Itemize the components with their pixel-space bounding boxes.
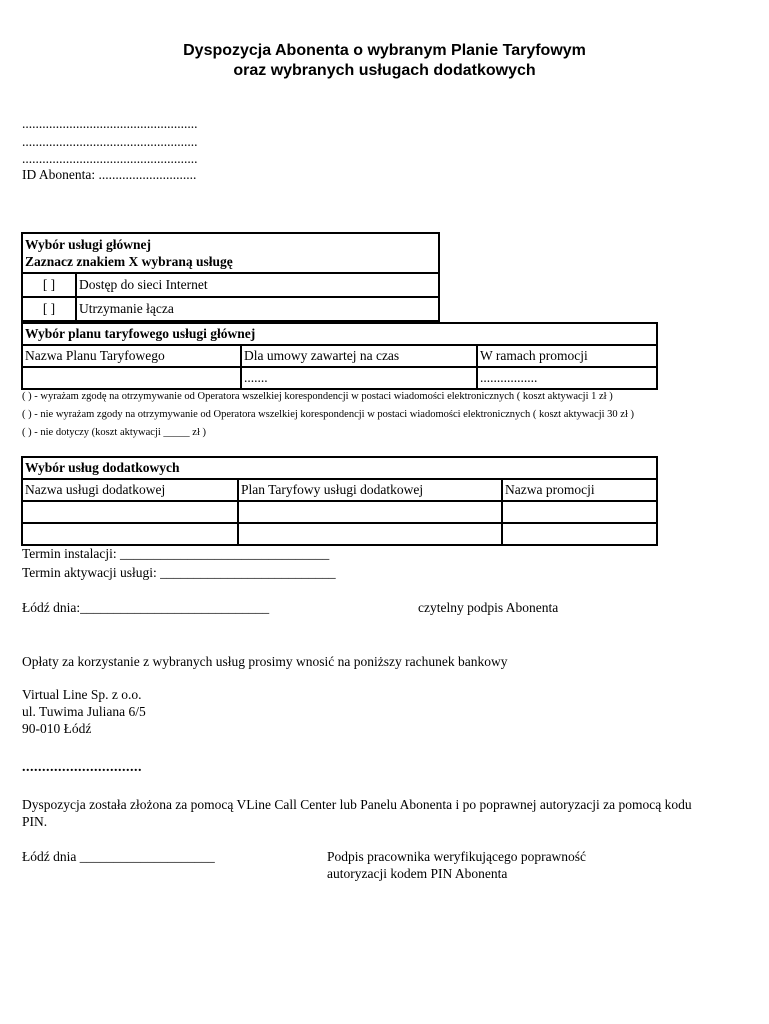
additional-service-promotion-field[interactable] [502,501,657,523]
payment-note: Opłaty za korzystanie z wybranych usług prosimy wnosić na poniższy rachunek bankowy [22,654,508,669]
subscriber-id-line: ID Abonenta: ............................. [22,167,197,182]
main-service-option-internet [22,273,439,297]
additional-column-service-name: Nazwa usługi dodatkowej [22,479,238,501]
tariff-plan-table [21,322,658,390]
company-city: 90-010 Łódź [22,721,92,736]
additional-service-promotion-field[interactable] [502,523,657,545]
main-service-table [21,232,440,322]
address-line-3: .................................................... [22,151,198,166]
additional-services-header: Wybór usług dodatkowych [22,457,657,479]
address-line-1: .................................................... [22,116,198,131]
main-service-header-instruction: Zaznacz znakiem X wybraną usługę [25,254,233,269]
additional-service-name-field[interactable] [22,523,238,545]
additional-service-plan-field[interactable] [238,523,502,545]
document-title-line2: oraz wybranych usługach dodatkowych [233,62,536,79]
tariff-column-contract-period: Dla umowy zawartej na czas [241,345,477,367]
line-maintenance-option-label: Utrzymanie łącza [76,297,439,321]
verification-date-line[interactable]: Łódź dnia ____________________ [22,849,215,864]
internet-checkbox[interactable]: [ ] [22,273,76,297]
address-line-2: .................................................... [22,134,198,149]
additional-service-plan-field[interactable] [238,501,502,523]
company-street: ul. Tuwima Juliana 6/5 [22,704,146,719]
consent-option-not-applicable[interactable]: ( ) - nie dotyczy (koszt aktywacji _____ zł ) [22,427,206,438]
disposition-note-line2: PIN. [22,814,48,829]
bank-account-placeholder: .............................. [22,760,142,775]
additional-column-promotion: Nazwa promocji [502,479,657,501]
employee-signature-label-line1: Podpis pracownika weryfikującego poprawność [327,849,587,864]
additional-service-name-field[interactable] [22,501,238,523]
additional-services-table [21,456,658,546]
consent-option-agree[interactable]: ( ) - wyrażam zgodę na otrzymywanie od Operatora wszelkiej korespondencji w postaci wiadomości elektronicznych ( koszt aktywacji 1 zł ) [22,391,613,402]
additional-column-tariff-plan: Plan Taryfowy usługi dodatkowej [238,479,502,501]
activation-date-line[interactable]: Termin aktywacji usługi: __________________________ [22,565,336,580]
subscriber-signature-label: czytelny podpis Abonenta [418,600,559,615]
employee-signature-label-line2: autoryzacji kodem PIN Abonenta [327,866,508,881]
additional-service-row [22,501,657,523]
installation-date-line[interactable]: Termin instalacji: _______________________________ [22,546,330,561]
disposition-note-line1: Dyspozycja została złożona za pomocą VLine Call Center lub Panelu Abonenta i po poprawnej autoryzacji za pomocą kodu [22,797,692,812]
tariff-plan-name-field[interactable] [22,367,241,389]
tariff-plan-header: Wybór planu taryfowego usługi głównej [22,323,657,345]
main-service-header-title: Wybór usługi głównej [25,237,152,252]
document-title-line1: Dyspozycja Abonenta o wybranym Planie Taryfowym [183,42,586,59]
internet-option-label: Dostęp do sieci Internet [76,273,439,297]
consent-option-disagree[interactable]: ( ) - nie wyrażam zgody na otrzymywanie od Operatora wszelkiej korespondencji w postaci wiadomości elektronicznych ( koszt aktywacji 30 zł ) [22,409,634,420]
tariff-column-plan-name: Nazwa Planu Taryfowego [22,345,241,367]
main-service-option-line [22,297,439,321]
line-maintenance-checkbox[interactable]: [ ] [22,297,76,321]
tariff-contract-period-field[interactable]: ....... [241,367,477,389]
tariff-column-promotion: W ramach promocji [477,345,657,367]
tariff-promotion-field[interactable]: ................. [477,367,657,389]
additional-service-row [22,523,657,545]
signature-date-line[interactable]: Łódź dnia:____________________________ [22,600,270,615]
main-service-header [22,233,439,273]
company-name: Virtual Line Sp. z o.o. [22,687,142,702]
